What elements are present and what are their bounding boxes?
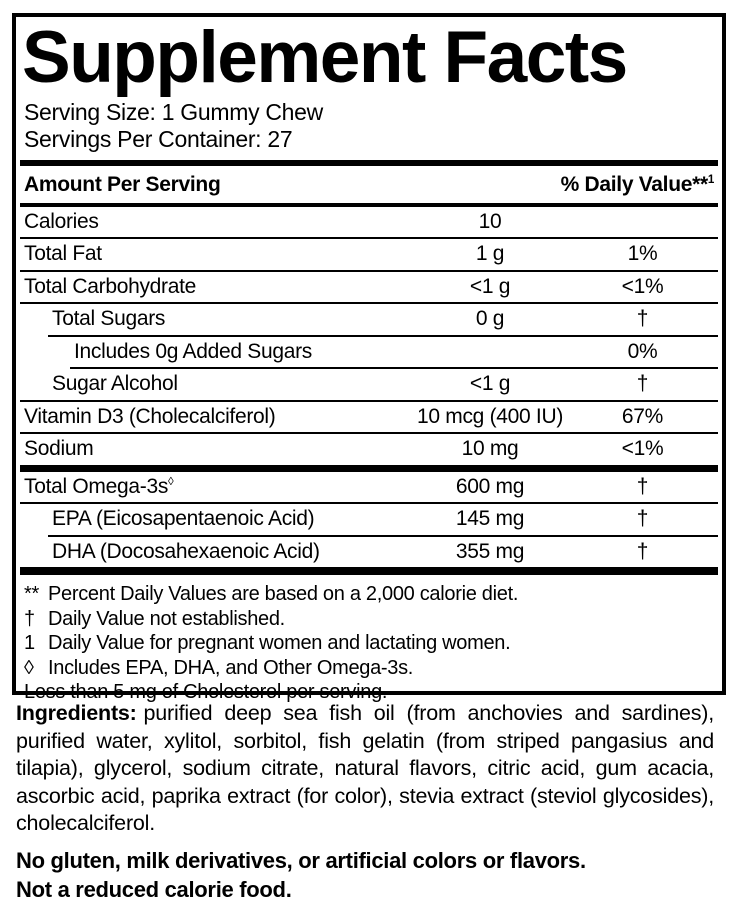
row-amount: 10 mg [461, 437, 519, 461]
row-amount: <1 g [469, 274, 511, 298]
table-row-calories [20, 207, 718, 238]
ingredients-text: purified deep sea fish oil (from anchovies and sardines), purified water, xylitol, sorbitol, fish gelatin (from striped pangasius and tilapia), glycerol, sodium citrate, natural flavors, citric acid, gum acacia, ascorbic acid, paprika extract (for color), stevia extract (steviol glycosides), cholecalciferol. [16, 701, 714, 835]
ingredients-label: Ingredients: [16, 701, 137, 725]
ingredients-paragraph [12, 700, 718, 838]
row-amount: 10 mcg (400 IU) [416, 404, 564, 428]
omega3-footnote-superscript: ◊ [168, 475, 174, 488]
table-row-total-fat [20, 239, 718, 270]
claims [12, 846, 718, 900]
row-dv: † [636, 307, 649, 331]
row-dv: 0% [627, 339, 658, 363]
footnote-symbol: ◊ [24, 656, 34, 679]
row-name: Total Sugars [52, 307, 166, 331]
label-title: Supplement Facts [22, 17, 627, 98]
footnote-omega3-includes [20, 656, 718, 681]
row-dv: † [636, 372, 649, 396]
table-row-added-sugars [20, 337, 718, 368]
table-header [20, 166, 718, 203]
section-divider-thick [20, 465, 718, 472]
footnote-pregnant-women [20, 631, 718, 656]
table-row-epa [20, 504, 718, 535]
row-name: Vitamin D3 (Cholecalciferol) [24, 404, 276, 428]
row-name: Calories [24, 209, 99, 233]
table-row-sodium [20, 434, 718, 465]
row-dv: <1% [621, 437, 664, 461]
footnote-symbol: † [24, 607, 35, 630]
claim-no-gluten: No gluten, milk derivatives, or artificial colors or flavors. [16, 847, 586, 873]
footnote-text: Daily Value not established. [48, 607, 285, 630]
footnote-symbol: ** [24, 583, 39, 606]
row-name: Total Fat [24, 242, 102, 266]
column-header-dv: % Daily Value**$^1$ [560, 172, 714, 196]
footnotes [20, 582, 718, 705]
table-row-total-omega3 [20, 472, 718, 503]
row-name: EPA (Eicosapentaenoic Acid) [52, 507, 315, 531]
below-label-section [12, 700, 718, 900]
table-row-total-sugars [20, 304, 718, 335]
row-amount: 145 mg [455, 507, 525, 531]
table-row-sugar-alcohol [20, 369, 718, 400]
row-name: Total Carbohydrate [24, 274, 197, 298]
row-amount: 0 g [475, 307, 505, 331]
row-name: Sugar Alcohol [52, 372, 178, 396]
dv-footnote-superscript: 1 [707, 173, 714, 186]
row-amount: 355 mg [455, 539, 525, 563]
row-dv: † [636, 539, 649, 563]
row-name: Total Omega-3s◊ [24, 474, 174, 498]
supplement-facts-box [12, 13, 726, 704]
footnote-text: Includes EPA, DHA, and Other Omega-3s. [48, 656, 414, 679]
row-amount: 10 [478, 209, 502, 233]
footnote-symbol: 1 [24, 632, 35, 655]
row-amount: 600 mg [455, 474, 525, 498]
table-row-dha [20, 537, 718, 568]
row-amount: 1 g [475, 242, 505, 266]
row-name: Sodium [24, 437, 94, 461]
servings-per-container: Servings Per Container: 27 [24, 125, 293, 152]
row-dv: † [636, 507, 649, 531]
row-dv: † [636, 474, 649, 498]
row-dv: <1% [621, 274, 664, 298]
row-dv: 67% [621, 404, 664, 428]
claim-not-reduced-calorie: Not a reduced calorie food. [16, 876, 292, 900]
section-divider-thick [20, 567, 718, 575]
serving-size: Serving Size: 1 Gummy Chew [24, 98, 323, 125]
column-header-amount: Amount Per Serving [24, 172, 221, 196]
table-row-total-carbohydrate [20, 272, 718, 303]
row-name: DHA (Docosahexaenoic Acid) [52, 539, 320, 563]
footnote-daily-values [20, 582, 718, 607]
footnote-text: Daily Value for pregnant women and lactating women. [48, 632, 511, 655]
footnote-dagger [20, 607, 718, 632]
row-name: Includes 0g Added Sugars [74, 339, 312, 363]
footnote-text: Percent Daily Values are based on a 2,000 calorie diet. [48, 583, 519, 606]
row-dv: 1% [627, 242, 658, 266]
row-amount: <1 g [469, 372, 511, 396]
table-row-vitamin-d3 [20, 402, 718, 433]
footnote-text: Less than 5 mg of Cholesterol per serving. [24, 681, 388, 704]
